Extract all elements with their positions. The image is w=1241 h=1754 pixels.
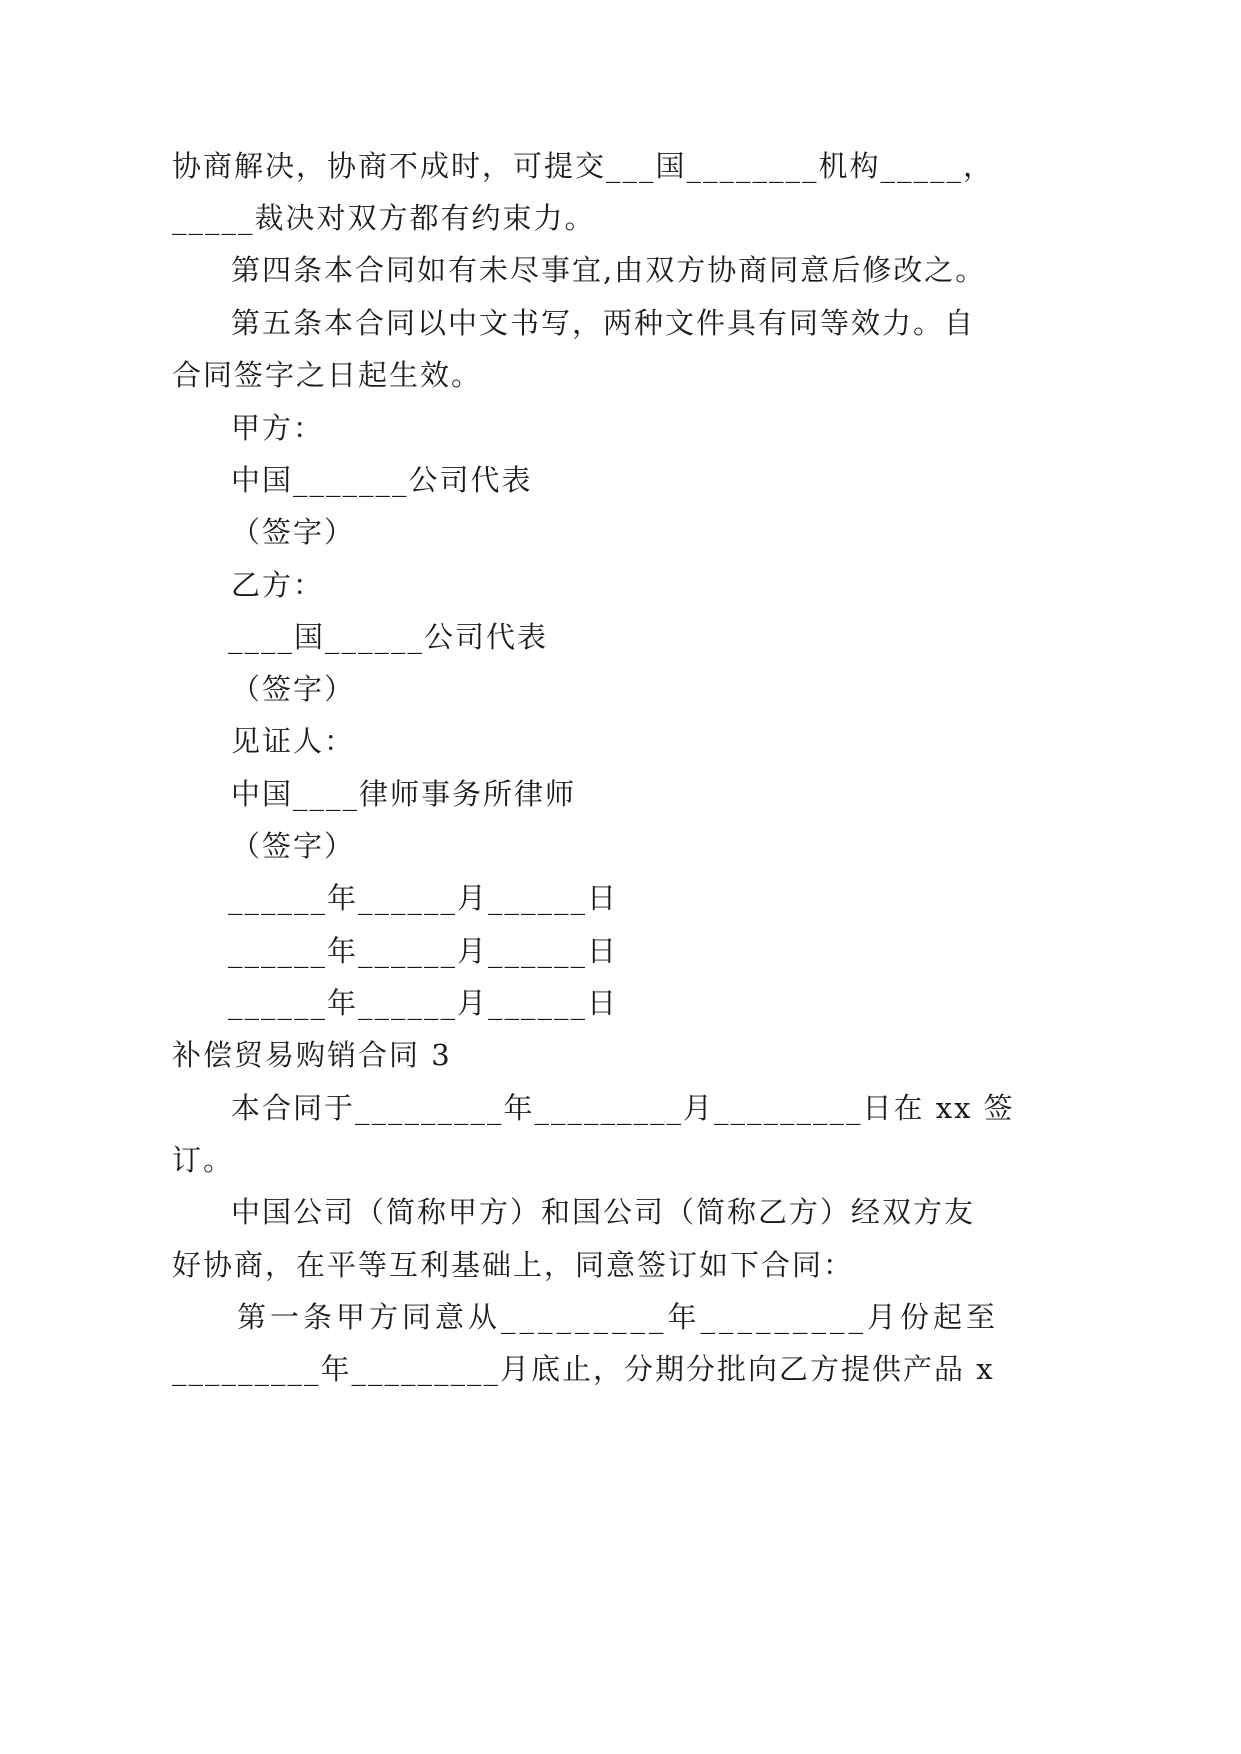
text-line: 第四条本合同如有未尽事宜,由双方协商同意后修改之。 bbox=[231, 253, 987, 287]
witness-label: 见证人： bbox=[231, 724, 356, 758]
text-line: 中国_______公司代表 bbox=[231, 463, 533, 497]
date-line: ______年______月______日 bbox=[228, 881, 619, 915]
text-line: _________年_________月底止，分期分批向乙方提供产品 x bbox=[172, 1352, 995, 1386]
text-line: ____国______公司代表 bbox=[228, 620, 549, 654]
text-line: 第一条甲方同意从_________年_________月份起至 bbox=[237, 1300, 1000, 1334]
text-line: 合同签字之日起生效。 bbox=[172, 358, 483, 392]
section-heading: 补偿贸易购销合同 3 bbox=[172, 1038, 452, 1072]
date-line: ______年______月______日 bbox=[228, 934, 619, 968]
text-line: 协商解决，协商不成时，可提交___国________机构_____， bbox=[172, 149, 995, 183]
signature-label: （签字） bbox=[231, 672, 356, 706]
signature-label: （签字） bbox=[231, 515, 356, 549]
text-line: 中国____律师事务所律师 bbox=[231, 777, 577, 811]
date-line: ______年______月______日 bbox=[228, 986, 619, 1020]
text-line: _____裁决对双方都有约束力。 bbox=[172, 201, 596, 235]
signature-label: （签字） bbox=[231, 829, 356, 863]
text-line: 订。 bbox=[172, 1143, 235, 1177]
text-line: 中国公司（简称甲方）和国公司（简称乙方）经双方友 bbox=[231, 1195, 976, 1229]
party-b-label: 乙方： bbox=[231, 568, 325, 602]
text-line: 第五条本合同以中文书写，两种文件具有同等效力。自 bbox=[231, 306, 976, 340]
text-line: 好协商，在平等互利基础上，同意签订如下合同： bbox=[172, 1248, 855, 1282]
text-line: 本合同于_________年_________月_________日在 xx 签 bbox=[231, 1091, 1015, 1125]
party-a-label: 甲方： bbox=[231, 411, 325, 445]
